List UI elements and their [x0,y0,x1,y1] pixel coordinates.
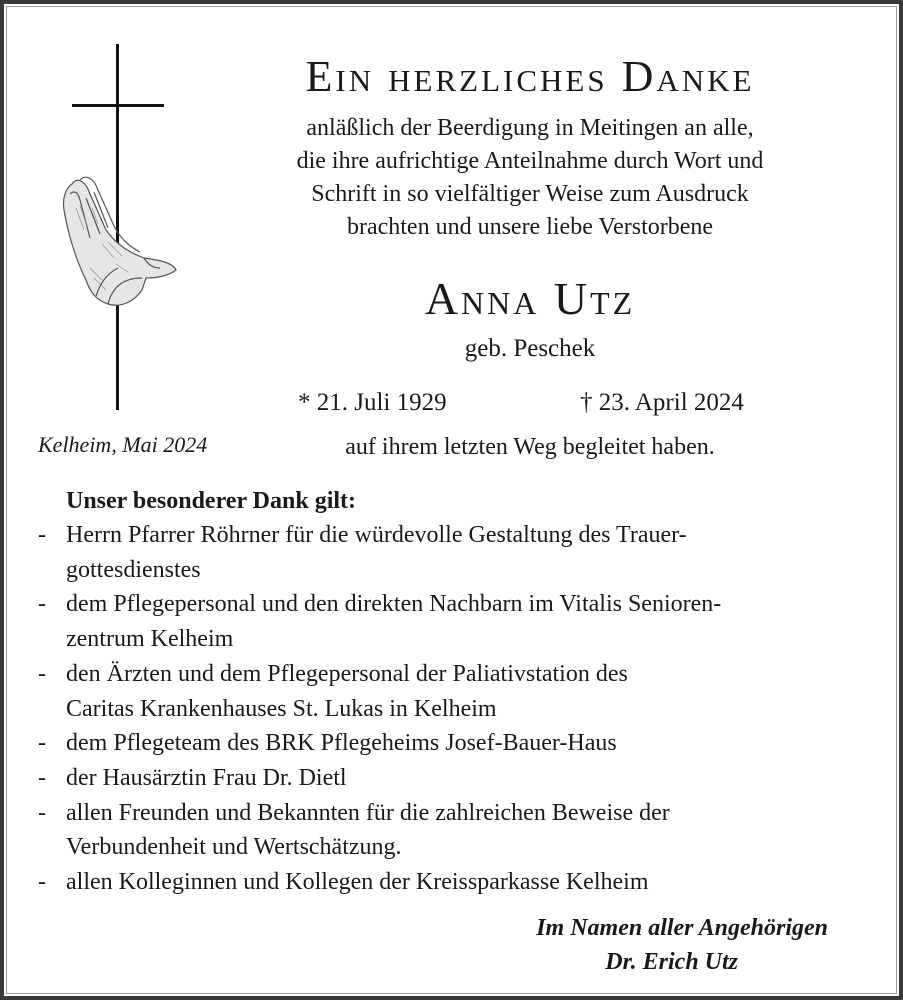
praying-hands-icon [56,168,180,314]
intro-line: die ihre aufrichtige Anteilnahme durch Wort und [296,148,764,174]
list-item [38,657,858,726]
list-item-line: gottesdienstes [66,556,201,583]
list-item-line: der Hausärztin Frau Dr. Dietl [66,764,347,791]
list-item [38,761,858,796]
intro-line: anläßlich der Beerdigung in Meitingen an alle, [306,115,754,141]
list-item [38,587,858,656]
list-dash: - [38,660,46,687]
list-item [38,518,858,587]
list-dash: - [38,799,46,826]
list-dash: - [38,730,46,757]
cross-icon-bar [72,104,164,107]
list-item-line: dem Pflegeteam des BRK Pflegeheims Josef-Bauer-Haus [66,730,617,757]
thanks-list [38,518,858,900]
list-item-line: Verbundenheit und Wertschätzung. [66,834,402,861]
list-item-line: allen Freunden und Bekannten für die zahlreichen Beweise der [66,799,670,826]
closing-text: auf ihrem letzten Weg begleitet haben. [345,434,715,460]
list-item-line: zentrum Kelheim [66,626,234,653]
list-item [38,726,858,761]
page-title: Ein herzliches Danke [305,52,755,101]
signature-line-1: Im Namen aller Angehörigen [536,915,828,941]
list-item-line: den Ärzten und dem Pflegepersonal der Paliativstation des [66,660,628,687]
list-dash: - [38,764,46,791]
list-item-line: allen Kolleginnen und Kollegen der Kreissparkasse Kelheim [66,869,649,896]
list-item-line: Caritas Krankenhauses St. Lukas in Kelheim [66,695,497,722]
signature-name: Dr. Erich Utz [605,949,738,975]
birth-date: * 21. Juli 1929 [298,389,447,416]
list-item-line: dem Pflegepersonal und den direkten Nachbarn im Vitalis Senioren- [66,591,722,618]
intro-line: Schrift in so vielfältiger Weise zum Ausdruck [311,181,749,207]
thanks-heading: Unser besonderer Dank gilt: [66,488,357,514]
list-item-line: Herrn Pfarrer Röhrner für die würdevolle Gestaltung des Trauer- [66,522,687,548]
maiden-name: geb. Peschek [464,335,596,362]
list-dash: - [38,591,46,618]
intro-line: brachten und unsere liebe Verstorbene [346,214,714,240]
deceased-name: Anna Utz [424,273,636,324]
list-dash: - [38,522,46,548]
place-date: Kelheim, Mai 2024 [38,432,208,457]
death-date: † 23. April 2024 [580,389,744,416]
list-dash: - [38,869,46,896]
list-item [38,796,858,865]
intro-text [230,112,830,244]
list-item [38,865,858,900]
